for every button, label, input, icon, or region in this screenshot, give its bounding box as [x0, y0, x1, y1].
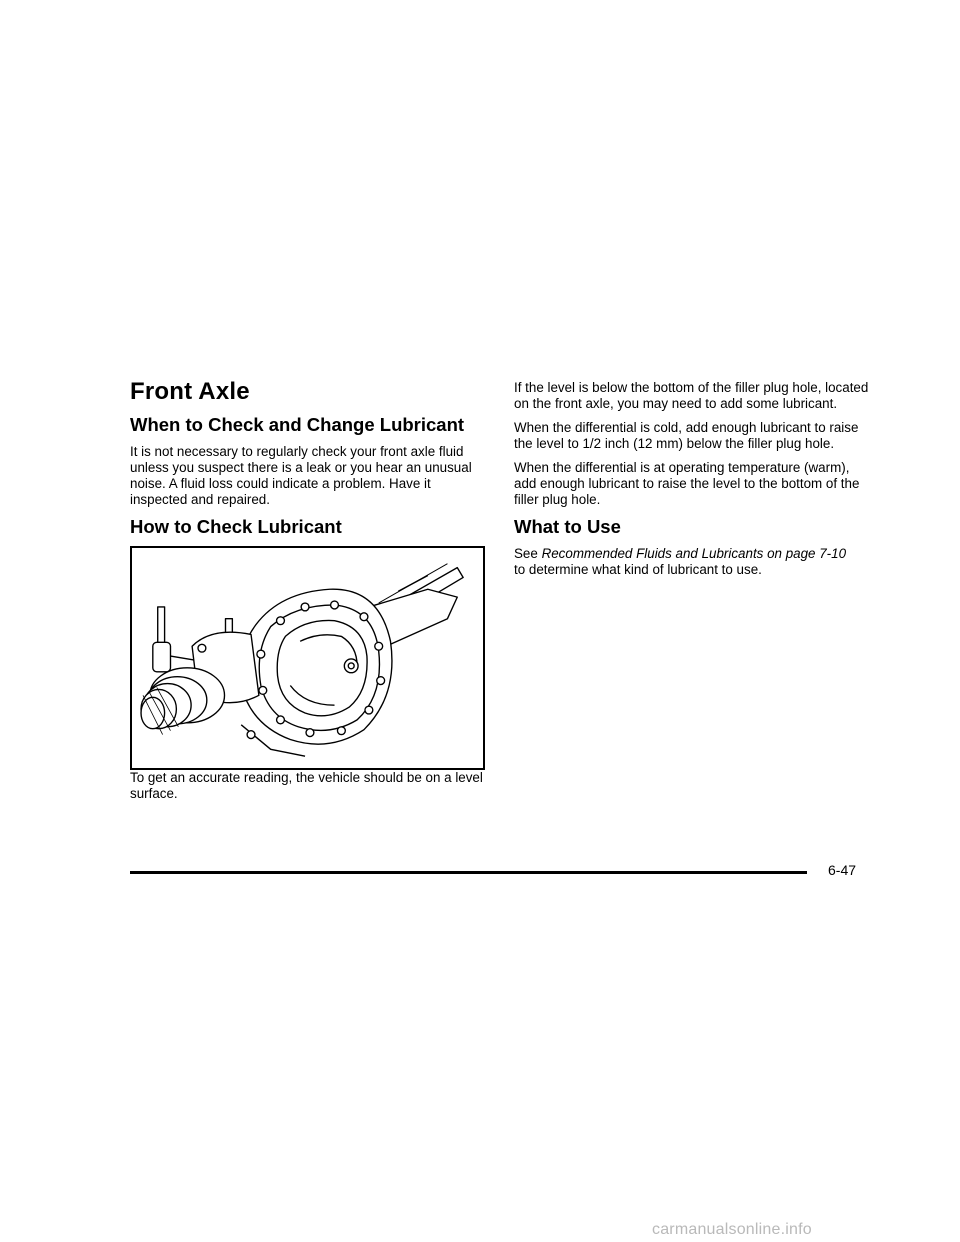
- see-prefix: See: [514, 546, 538, 561]
- paragraph-accurate-reading: To get an accurate reading, the vehicle should be on a level surface.: [130, 770, 483, 801]
- section-title: Front Axle: [130, 378, 250, 405]
- paragraph-cold: When the differential is cold, add enough lubricant to raise the level to 1/2 inch (12 mm) below the filler plug hole.: [514, 420, 859, 451]
- cross-reference-link[interactable]: Recommended Fluids and Lubricants on page 7-10: [541, 546, 847, 561]
- see-suffix: to determine what kind of lubricant to use.: [514, 562, 762, 577]
- heading-what-to-use: What to Use: [514, 516, 621, 537]
- heading-when-to-check: When to Check and Change Lubricant: [130, 414, 465, 435]
- left-column: [130, 378, 490, 810]
- paragraph-level-below: If the level is below the bottom of the filler plug hole, located on the front axle, you may need to add some lubricant.: [514, 380, 869, 411]
- page-number: 6-47: [828, 862, 857, 878]
- paragraph-see-reference: [514, 546, 874, 578]
- right-column: [514, 380, 874, 586]
- heading-how-to-check: How to Check Lubricant: [130, 516, 342, 537]
- paragraph-warm: When the differential is at operating temperature (warm), add enough lubricant to raise the level to the bottom of the filler plug hole.: [514, 460, 860, 507]
- footer-rule: [130, 871, 807, 874]
- paragraph-check-intro: It is not necessary to regularly check your front axle fluid unless you suspect there is a leak or you hear an unusual noise. A fluid loss could indicate a problem. Have it inspected and repaired.: [130, 444, 472, 507]
- watermark: carmanualsonline.info: [652, 1221, 812, 1238]
- front-axle-illustration: [130, 546, 485, 770]
